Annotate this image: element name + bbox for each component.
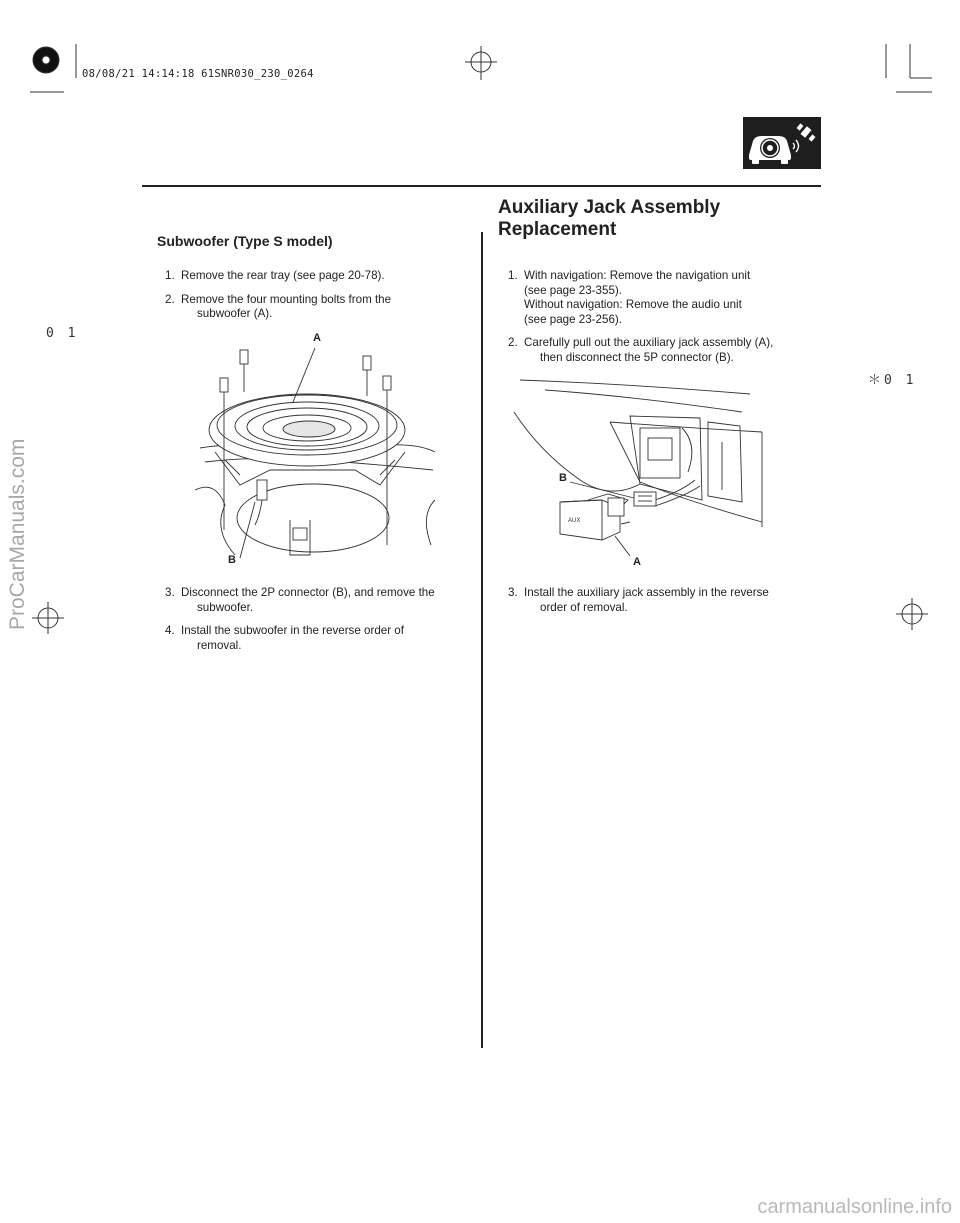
list-item <box>508 586 818 615</box>
list-item <box>165 624 465 653</box>
watermark-procarmanuals: ProCarManuals.com <box>6 438 29 630</box>
figure-label-a: A <box>313 332 321 344</box>
step-line: order of removal. <box>540 600 628 614</box>
step-line: Carefully pull out the auxiliary jack assembly (A), <box>524 336 774 349</box>
watermark-carmanualsonline: carmanualsonline.info <box>757 1196 952 1218</box>
figure-label-b: B <box>228 554 236 566</box>
section-heading-subwoofer: Subwoofer (Type S model) <box>157 233 333 249</box>
step-number: 2. <box>508 336 518 349</box>
page-title <box>498 197 818 241</box>
side-mark-left: 0 1 <box>46 326 79 341</box>
step-line: (see page 23-256). <box>524 312 622 326</box>
title-line: Auxiliary Jack Assembly <box>498 197 721 218</box>
subwoofer-steps-3-4 <box>165 586 465 653</box>
print-stamp: 08/08/21 14:14:18 61SNR030_230_0264 <box>82 68 314 80</box>
list-item <box>165 269 465 284</box>
list-item <box>165 586 465 615</box>
step-line: Without navigation: Remove the audio unit <box>524 298 742 311</box>
step-line: With navigation: Remove the navigation unit <box>524 269 751 282</box>
step-line: subwoofer (A). <box>197 307 273 320</box>
step-number: 4. <box>165 624 175 637</box>
step-line: Remove the rear tray (see page 20-78). <box>181 269 385 282</box>
step-text <box>181 586 465 615</box>
figure-label-b: B <box>559 472 567 484</box>
aux-jack-illustration <box>510 372 770 572</box>
step-number: 3. <box>508 586 518 599</box>
title-line: Replacement <box>498 219 617 240</box>
aux-jack-steps-3 <box>508 586 818 615</box>
step-line: removal. <box>197 638 242 652</box>
subwoofer-illustration <box>195 330 440 570</box>
step-line: Install the auxiliary jack assembly in the reverse <box>524 586 769 599</box>
list-item <box>508 269 818 327</box>
step-line: Disconnect the 2P connector (B), and remove the <box>181 586 435 599</box>
step-line: Install the subwoofer in the reverse order of <box>181 624 404 637</box>
aux-jack-steps-1-2 <box>508 269 818 365</box>
header-rule <box>142 185 821 187</box>
step-text <box>181 269 465 284</box>
step-text <box>181 624 465 653</box>
aux-label: AUX <box>568 518 581 524</box>
figure-label-a: A <box>633 556 641 568</box>
step-text <box>524 586 818 615</box>
list-item <box>508 336 818 365</box>
step-number: 1. <box>165 269 175 282</box>
step-number: 2. <box>165 292 175 306</box>
step-line: subwoofer. <box>197 600 254 614</box>
step-number: 3. <box>165 586 175 599</box>
step-text <box>181 293 465 322</box>
list-item <box>165 293 465 322</box>
step-text <box>524 269 818 327</box>
column-divider <box>481 232 483 1048</box>
car-audio-navigation-icon <box>743 117 821 169</box>
step-line: Remove the four mounting bolts from the <box>181 292 392 306</box>
step-line: then disconnect the 5P connector (B). <box>540 350 734 364</box>
step-number: 1. <box>508 269 518 282</box>
side-mark-right: ＊0 1 <box>868 373 917 388</box>
step-text <box>524 336 818 365</box>
step-line: (see page 23-355). <box>524 283 622 297</box>
subwoofer-steps-1-2 <box>165 269 465 322</box>
